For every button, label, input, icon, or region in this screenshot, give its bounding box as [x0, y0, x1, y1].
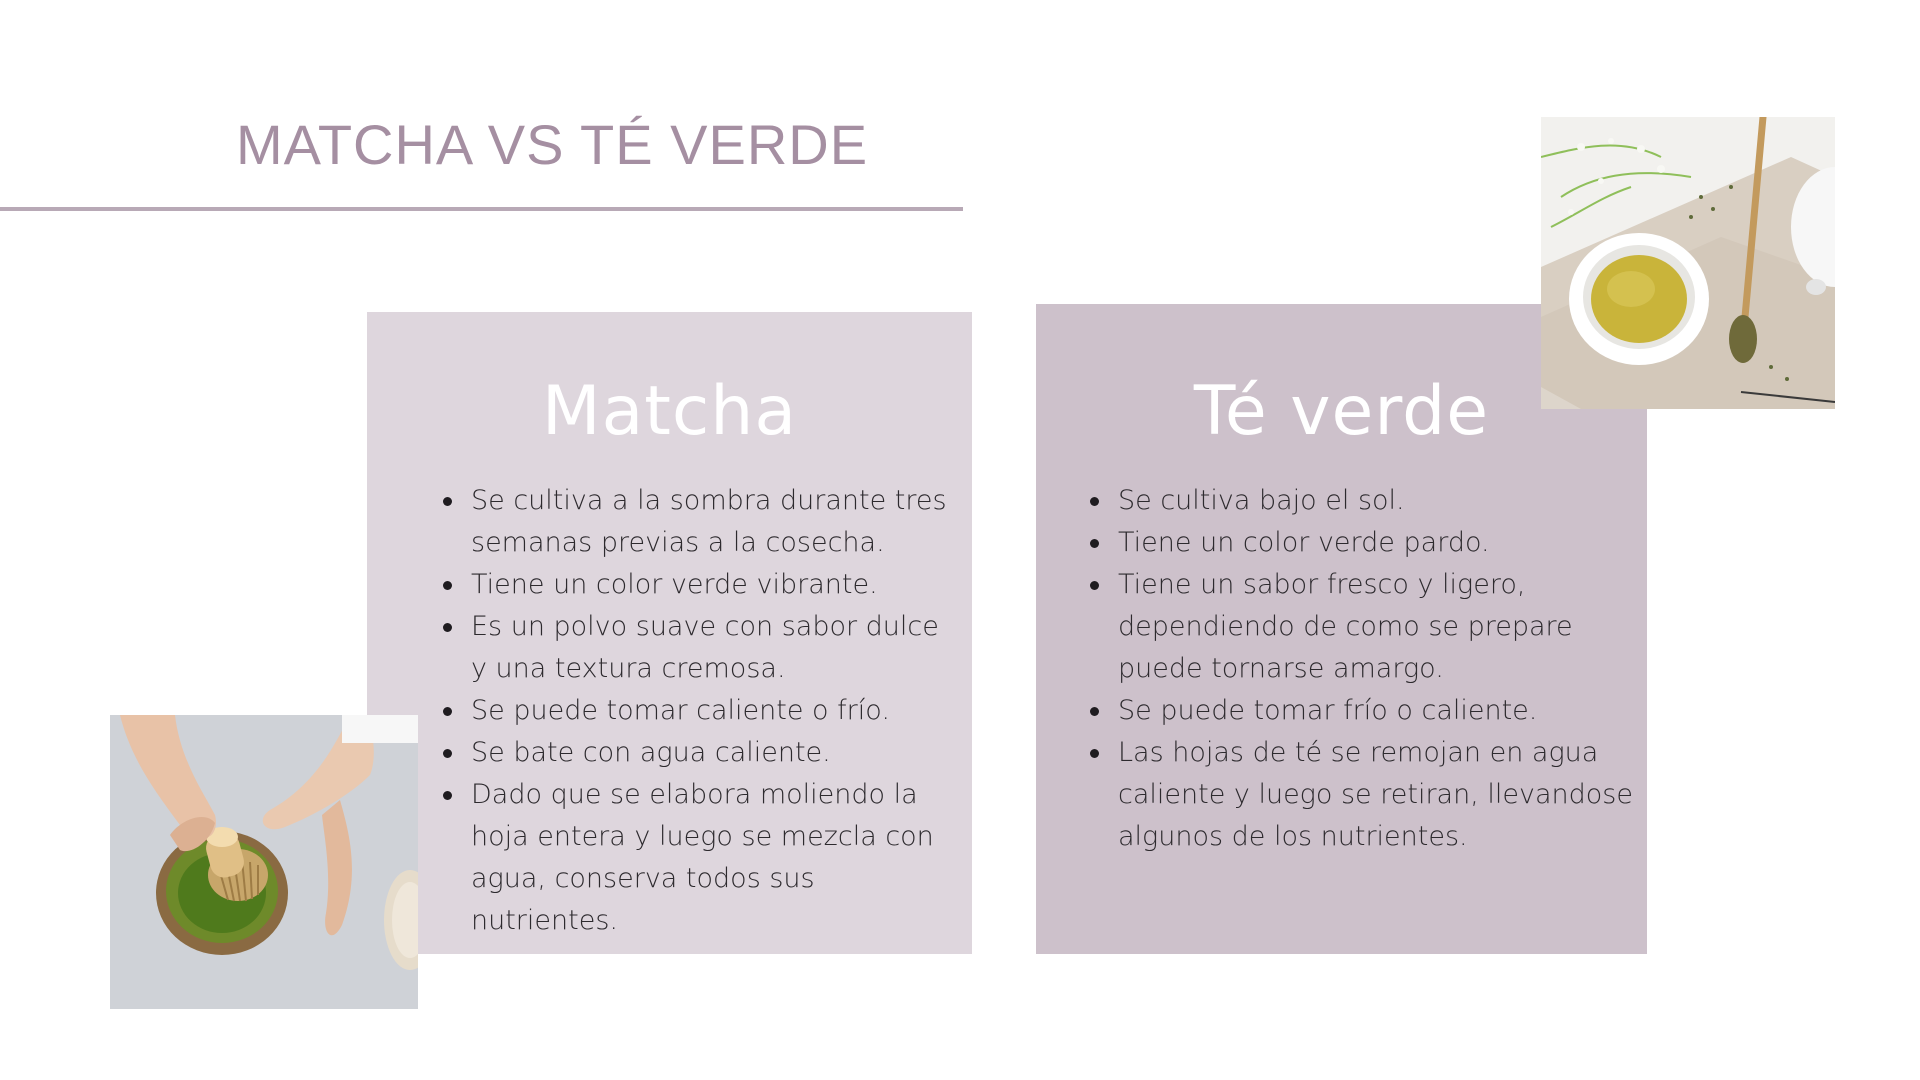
te-verde-bullet-list	[1086, 480, 1636, 858]
matcha-heading: Matcha	[541, 372, 798, 451]
tea-photo-illustration	[1541, 117, 1835, 409]
matcha-bullet: Se cultiva a la sombra durante tres semanas previas a la cosecha.	[439, 480, 959, 564]
green-tea-cup-photo	[1541, 117, 1835, 409]
matcha-bullet: Se bate con agua caliente.	[439, 732, 959, 774]
te-verde-bullet: Tiene un color verde pardo.	[1086, 522, 1636, 564]
matcha-bullet: Tiene un color verde vibrante.	[439, 564, 959, 606]
title-underline	[0, 207, 963, 211]
matcha-bullet: Se puede tomar caliente o frío.	[439, 690, 959, 732]
matcha-card	[367, 312, 972, 954]
te-verde-bullet: Se puede tomar frío o caliente.	[1086, 690, 1636, 732]
matcha-bullet-list	[439, 480, 959, 942]
te-verde-bullet: Tiene un sabor fresco y ligero, dependiendo de como se prepare puede tornarse amargo.	[1086, 564, 1636, 690]
matcha-bullet: Es un polvo suave con sabor dulce y una textura cremosa.	[439, 606, 959, 690]
te-verde-heading: Té verde	[1193, 372, 1490, 451]
matcha-whisking-photo	[110, 715, 418, 1009]
slide-title: MATCHA VS TÉ VERDE	[236, 113, 869, 176]
matcha-bullet: Dado que se elabora moliendo la hoja entera y luego se mezcla con agua, conserva todos sus nutrientes.	[439, 774, 959, 942]
te-verde-bullet: Se cultiva bajo el sol.	[1086, 480, 1636, 522]
te-verde-bullet: Las hojas de té se remojan en agua caliente y luego se retiran, llevandose algunos de los nutrientes.	[1086, 732, 1636, 858]
matcha-photo-illustration	[110, 715, 418, 1009]
